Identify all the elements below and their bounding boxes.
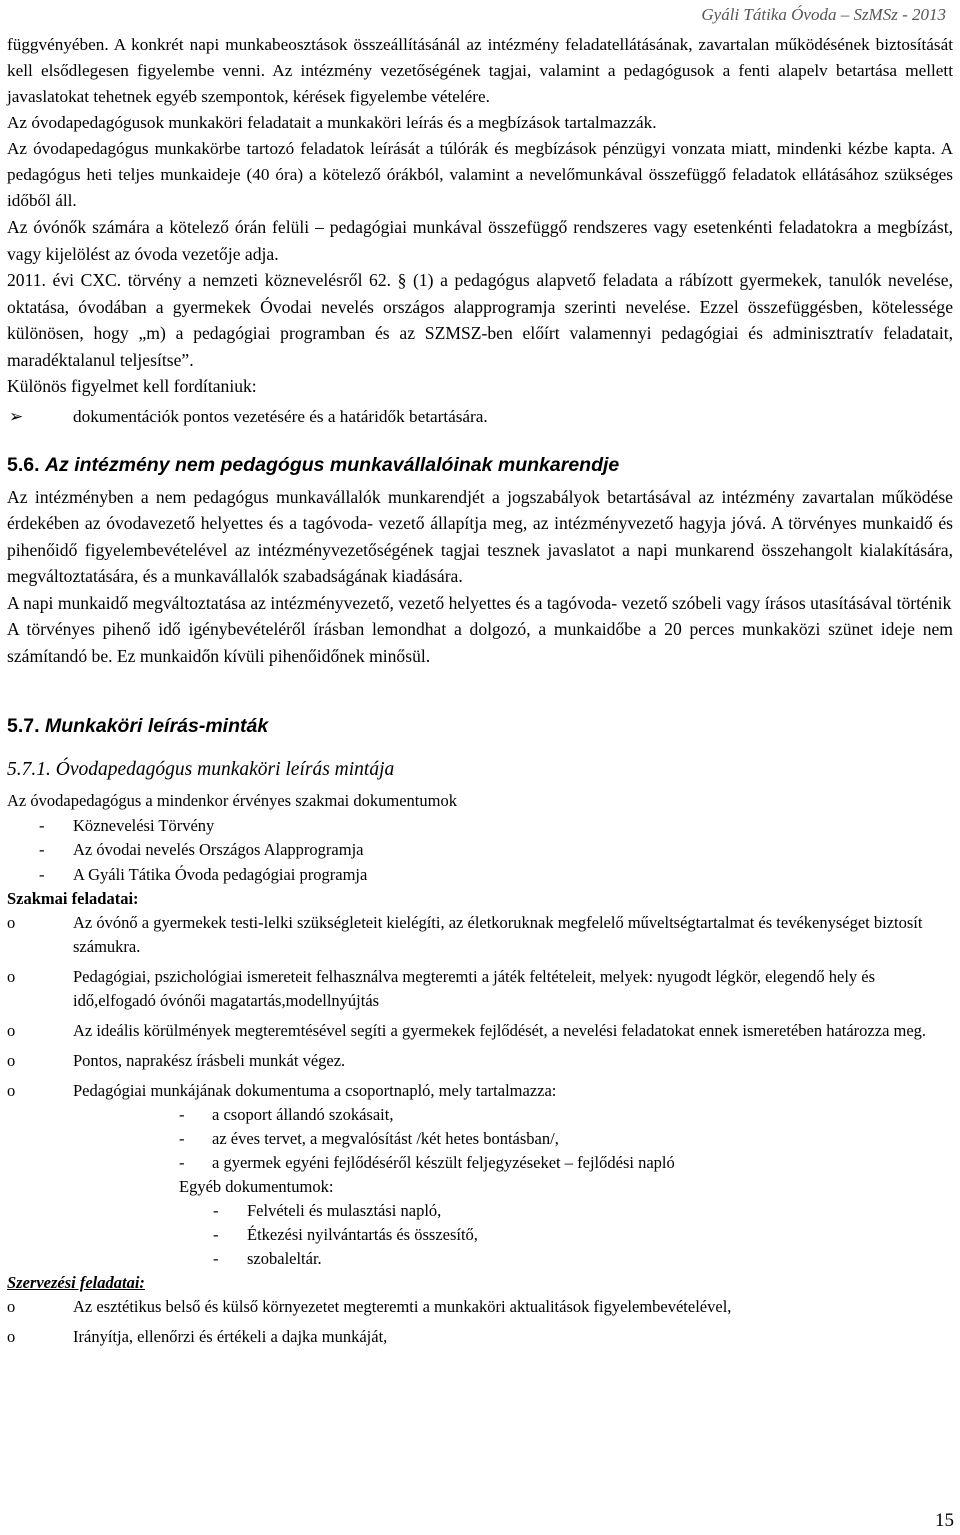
- intro-paragraph-6: Különös figyelmet kell fordítaniuk:: [7, 376, 257, 396]
- dash-marker: -: [213, 1201, 219, 1220]
- szervezesi-list-item: [7, 1295, 953, 1319]
- egyeb-list-item: [7, 1247, 953, 1271]
- dash-marker: -: [39, 815, 45, 835]
- section-5-6-paragraph-2: A napi munkaidő megváltoztatása az intézményvezető, vezető helyettes és a tagóvoda- vezető szóbeli vagy írásos utasításával történik: [7, 592, 952, 613]
- egyeb-list-item: [7, 1199, 953, 1223]
- dash-marker: -: [213, 1249, 219, 1268]
- szakmai-list-item: [7, 1019, 953, 1043]
- csoportnaplo-list-text: a csoport állandó szokásait,: [212, 1105, 394, 1124]
- csoportnaplo-list-item: [7, 1127, 953, 1151]
- intro-paragraph-3: Az óvodapedagógus munkakörbe tartozó feladatok leírását a túlórák és megbízások pénzügyi vonzata miatt, mindenki kézbe kapta. A pedagógus heti teljes munkaideje (40 óra) a kötelező órákból, valamint a nevelőmunkával összefüggő feladatok ellátásához szükséges időből áll.: [7, 139, 953, 210]
- section-5-7-heading: [7, 713, 953, 739]
- szakmai-list-item: [7, 911, 953, 959]
- section-5-6-paragraph-1: Az intézményben a nem pedagógus munkavállalók munkarendjét a jogszabályok betartásával az intézmény zavartalan működése érdekében az óvodavezető helyettes és a tagóvoda- vezető állapítja meg, az intézményvezető hagyja jóvá. A törvényes munkaidő és pihenőidő figyelembevételével az intézményvezetőségének tagjai tesznek javaslatot a napi munkarend összehangolt kialakítására, megváltoztatására, és a munkavállalók szabadságának kiadására.: [7, 486, 953, 586]
- intro-paragraph-5: 2011. évi CXC. törvény a nemzeti köznevelésről 62. § (1) a pedagógus alapvető feladata a rábízott gyermekek, tanulók nevelése, oktatása, óvodában a gyermekek Óvodai nevelés országos alapprogramja szerinti nevelése. Ezzel összefüggésben, kötelessége különösen, hogy „m) a pedagógiai programban és az SZMSZ-ben előírt valamennyi pedagógiai és adminisztratív feladatait, maradéktalanul teljesítse”.: [7, 270, 953, 370]
- circle-marker: o: [7, 913, 16, 932]
- szakmai-list-text: Pedagógiai, pszichológiai ismereteit felhasználva megteremti a játék feltételeit, melyek: nyugodt légkör, elegendő hely és idő,elfogadó óvónői magatartás,modellnyújtás: [73, 967, 876, 1010]
- egyeb-list-item: [7, 1223, 953, 1247]
- csoportnaplo-list-text: az éves tervet, a megvalósítást /két hetes bontásban/,: [212, 1129, 559, 1148]
- arrow-bullet-icon: ➢: [9, 406, 24, 426]
- circle-marker: o: [7, 1297, 16, 1316]
- szakmai-list-text: Az ideális körülmények megteremtésével segíti a gyermekek fejlődését, a nevelési feladatokat ennek ismeretében határozza meg.: [73, 1021, 927, 1040]
- circle-marker: o: [7, 1081, 16, 1100]
- intro-paragraph-1: függvényében. A konkrét napi munkabeosztások összeállításánál az intézmény feladatellátásának, zavartalan működésének biztosítását kell elsődlegesen figyelembe venni. Az intézmény vezetőségének tagjai, valamint a pedagógusok a fenti alapelv betartása mellett javaslatokat tehetnek egyéb szempontok, kérések figyelembe vételére.: [7, 35, 953, 106]
- document-list-text: Köznevelési Törvény: [73, 815, 215, 835]
- running-header: Gyáli Tátika Óvoda – SzMSz - 2013: [701, 5, 946, 24]
- szakmai-feladatai-label: Szakmai feladatai:: [7, 889, 139, 908]
- dash-marker: -: [213, 1225, 219, 1244]
- document-list-item: [7, 814, 953, 839]
- section-5-7-1-intro: Az óvodapedagógus a mindenkor érvényes szakmai dokumentumok: [7, 791, 457, 810]
- egyeb-list-text: Étkezési nyilvántartás és összesítő,: [247, 1225, 478, 1244]
- document-list-item: [7, 838, 953, 863]
- egyeb-list-text: szobaleltár.: [247, 1249, 322, 1268]
- document-list-item: [7, 863, 953, 888]
- circle-marker: o: [7, 967, 16, 986]
- circle-marker: o: [7, 1327, 16, 1346]
- circle-marker: o: [7, 1021, 16, 1040]
- dash-marker: -: [39, 864, 45, 884]
- intro-paragraph-4: Az óvónők számára a kötelező órán felüli – pedagógiai munkával összefüggő rendszeres vagy esetenkénti feladatokra a megbízást, vagy kijelölést az óvoda vezetője adja.: [7, 217, 953, 264]
- szakmai-list-item: [7, 1079, 953, 1103]
- csoportnaplo-list-item: [7, 1151, 953, 1175]
- szervezesi-feladatai-label: Szervezési feladatai:: [7, 1273, 145, 1292]
- csoportnaplo-list-text: a gyermek egyéni fejlődéséről készült feljegyzéseket – fejlődési napló: [212, 1153, 675, 1172]
- szervezesi-list-text: Az esztétikus belső és külső környezetet megteremti a munkaköri aktualitások figyelembevételével,: [73, 1297, 732, 1316]
- section-5-6-paragraph-3: A törvényes pihenő idő igénybevételéről írásban lemondhat a dolgozó, a munkaidőbe a 20 perces munkaközi szünet ideje nem számítandó be. Ez munkaidőn kívüli pihenőidőnek minősül.: [7, 619, 953, 666]
- szakmai-list-text: Pontos, naprakész írásbeli munkát végez.: [73, 1051, 346, 1070]
- document-list-text: Az óvodai nevelés Országos Alapprogramja: [73, 840, 364, 859]
- section-5-6-heading: [7, 452, 953, 478]
- csoportnaplo-list-item: [7, 1103, 953, 1127]
- arrow-bullet-item: [7, 404, 953, 430]
- dash-marker: -: [39, 840, 45, 859]
- egyeb-list-text: Felvételi és mulasztási napló,: [247, 1201, 442, 1220]
- circle-marker: o: [7, 1051, 16, 1070]
- szakmai-list-text: Pedagógiai munkájának dokumentuma a csoportnapló, mely tartalmazza:: [73, 1081, 557, 1100]
- section-5-6-title: Az intézmény nem pedagógus munkavállalóinak munkarendje: [44, 453, 620, 476]
- szakmai-list-item: [7, 1049, 953, 1073]
- egyeb-dokumentumok-label: Egyéb dokumentumok:: [179, 1177, 334, 1196]
- dash-marker: -: [179, 1153, 185, 1172]
- page-number: 15: [935, 1510, 954, 1531]
- szervezesi-list-text: Irányítja, ellenőrzi és értékeli a dajka munkáját,: [73, 1327, 388, 1346]
- szakmai-list-text: Az óvónő a gyermekek testi-lelki szükségleteit kielégíti, az életkoruknak megfelelő műveltségtartalmat és tevékenységet biztosít számukra.: [73, 913, 923, 956]
- szervezesi-list-item: [7, 1325, 953, 1349]
- szakmai-list-item: [7, 965, 953, 1013]
- arrow-bullet-text: dokumentációk pontos vezetésére és a határidők betartására.: [73, 406, 488, 426]
- dash-marker: -: [179, 1129, 185, 1148]
- document-body: [7, 32, 953, 1355]
- intro-paragraph-2: Az óvodapedagógusok munkaköri feladatait a munkaköri leírás és a megbízások tartalmazzák.: [7, 113, 657, 132]
- document-list-text: A Gyáli Tátika Óvoda pedagógiai programja: [73, 864, 368, 884]
- section-5-7-title: Munkaköri leírás-minták: [44, 715, 269, 737]
- section-5-7-number: 5.7.: [7, 715, 40, 737]
- section-5-6-number: 5.6.: [7, 453, 40, 476]
- dash-marker: -: [179, 1105, 185, 1124]
- section-5-7-1-heading: 5.7.1. Óvodapedagógus munkaköri leírás mintája: [7, 759, 395, 780]
